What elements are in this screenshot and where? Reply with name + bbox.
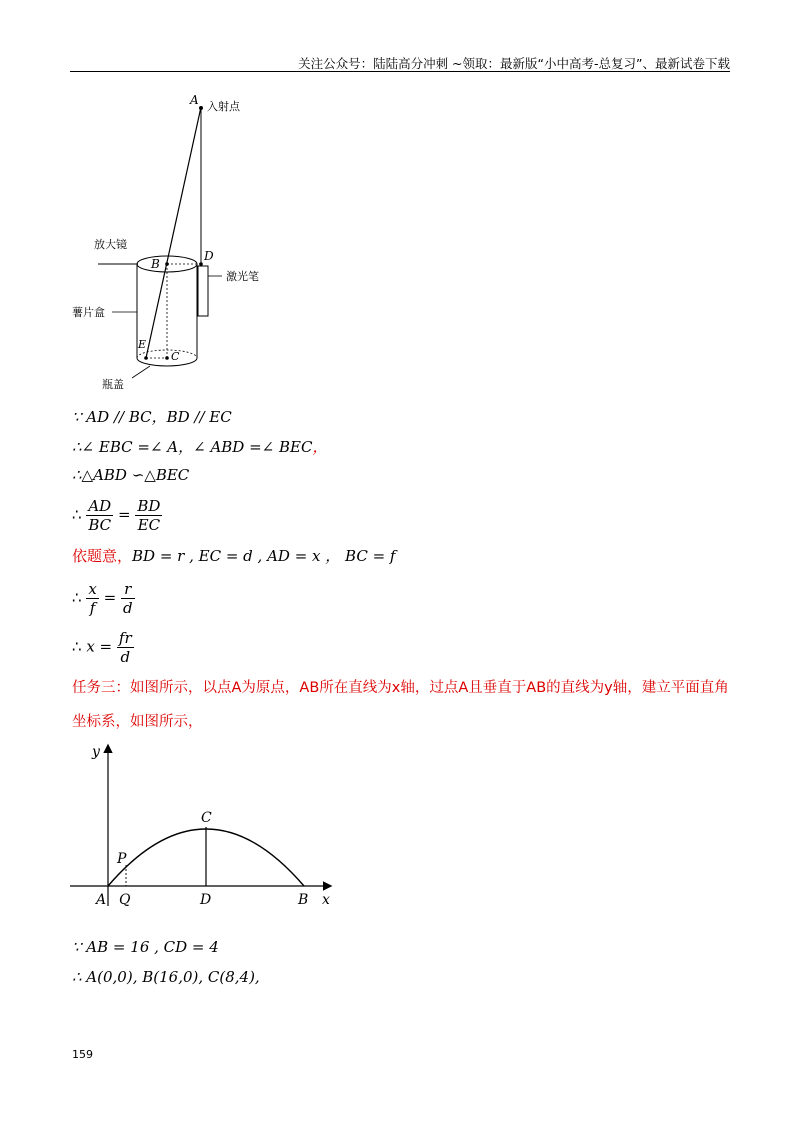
line-2-text: ∴∠ EBC =∠ A，∠ ABD =∠ BEC: [72, 438, 313, 456]
label-magnifier: 放大镜: [94, 238, 127, 251]
label-C: C: [201, 810, 212, 826]
label-B: B: [151, 257, 160, 271]
label-box: 薯片盒: [72, 306, 105, 319]
label-cap: 瓶盖: [102, 378, 124, 391]
line-6: [72, 580, 135, 617]
label-incident: 入射点: [207, 100, 240, 113]
equals-sign: =: [117, 505, 131, 524]
line-1: ∵ AD // BC，BD // EC: [72, 408, 232, 426]
line-3: ∴△ABD ∽△BEC: [72, 466, 190, 484]
line-2: [72, 436, 327, 457]
fraction-num: BD: [137, 497, 161, 515]
fraction-num: r: [121, 580, 135, 599]
fraction-den: d: [120, 648, 131, 666]
figure-laser-diagram: [70, 90, 290, 395]
task3-line-2: 坐标系，如图所示，: [72, 714, 203, 730]
laser-pen: [198, 266, 208, 316]
label-Q: Q: [119, 892, 131, 908]
line-8: ∵ AB = 16 , CD = 4: [72, 938, 219, 956]
label-D: D: [204, 249, 214, 263]
equals-sign: =: [103, 588, 117, 607]
fraction-num: fr: [118, 629, 132, 647]
fraction-den: d: [122, 599, 133, 617]
line-7-prefix: ∴: [72, 637, 82, 656]
page-number: 159: [72, 1048, 93, 1061]
fraction-r-d: [121, 580, 135, 617]
line-2-comma: ，: [312, 438, 328, 456]
fraction-num: AD: [88, 497, 112, 515]
fraction-den: EC: [137, 516, 161, 534]
label-laser: 激光笔: [226, 270, 259, 283]
label-C: C: [171, 350, 180, 363]
line-7-x: x =: [86, 637, 113, 656]
point-C: [165, 356, 169, 360]
line-5-math: BD = r , EC = d , AD = x ， BC = f: [132, 547, 396, 565]
line-AE: [146, 107, 201, 358]
fraction-fr-d: [117, 629, 134, 666]
line-7: [72, 629, 134, 666]
line-4-prefix: ∴: [72, 505, 82, 524]
fraction-num: x: [88, 580, 97, 598]
cap-pointer: [132, 366, 150, 378]
point-B: [165, 262, 169, 266]
label-A: A: [96, 892, 107, 908]
fraction-den: f: [89, 599, 96, 617]
page-header: 关注公众号：陆陆高分冲刺 ~领取：最新版“小中高考-总复习”、最新试卷下载: [298, 56, 730, 71]
label-B: B: [298, 892, 309, 908]
fraction-x-f: [86, 580, 98, 617]
figure-coordinate-arc: [70, 738, 350, 910]
label-y: y: [92, 744, 100, 760]
label-x: x: [322, 892, 330, 908]
point-E: [144, 356, 148, 360]
line-5: [72, 545, 395, 566]
fraction-BD-EC: [135, 497, 162, 534]
point-D: [199, 262, 203, 266]
label-P: P: [117, 851, 127, 867]
fraction-AD-BC: [86, 497, 113, 534]
line-9: ∴ A(0,0), B(16,0), C(8,4),: [72, 968, 260, 986]
point-A: [199, 106, 203, 110]
label-D: D: [200, 892, 212, 908]
label-A: A: [190, 93, 199, 107]
fraction-den: BC: [88, 516, 112, 534]
line-5-label: 依题意，: [72, 547, 133, 565]
line-4: [72, 497, 162, 534]
header-rule: [70, 71, 730, 72]
label-E: E: [138, 338, 147, 351]
line-6-prefix: ∴: [72, 588, 82, 607]
task3-line-1: 任务三：如图所示，以点A为原点，AB所在直线为x轴，过点A且垂直于AB的直线为y轴，建立平面直角: [72, 680, 729, 696]
